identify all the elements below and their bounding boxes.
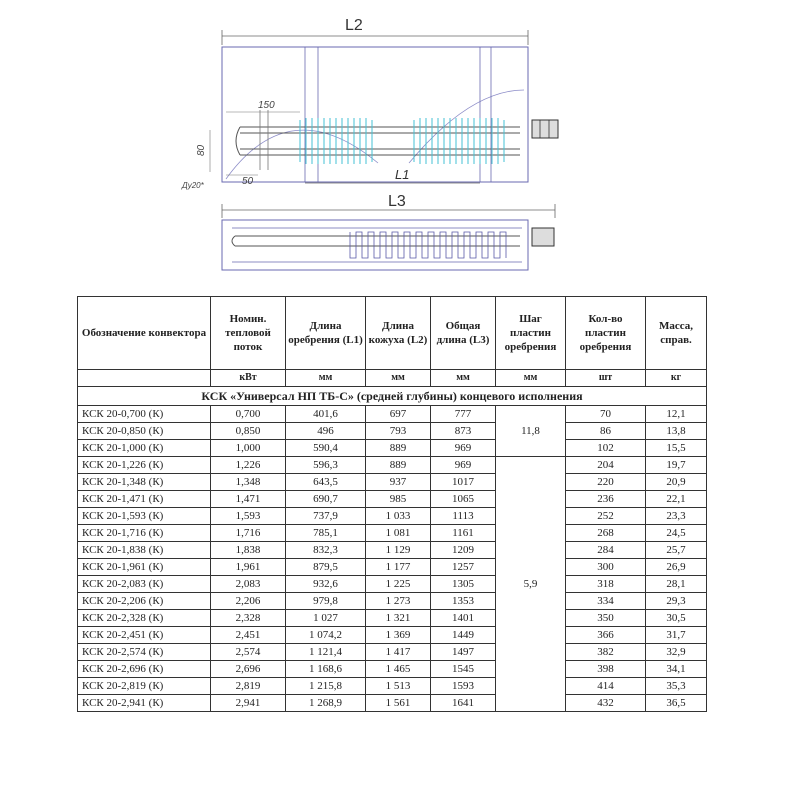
table-row <box>78 542 707 559</box>
row-l1: 785,1 <box>286 525 366 542</box>
row-l2: 1 369 <box>366 627 431 644</box>
valve-fitting <box>532 120 558 138</box>
row-mass: 23,3 <box>646 508 707 525</box>
row-power: 0,700 <box>211 406 286 423</box>
row-l1: 832,3 <box>286 542 366 559</box>
row-l2: 1 465 <box>366 661 431 678</box>
table-row <box>78 440 707 457</box>
unit-l3: мм <box>431 370 496 387</box>
row-count: 366 <box>566 627 646 644</box>
row-l3: 1017 <box>431 474 496 491</box>
spec-table <box>77 296 707 712</box>
row-count: 398 <box>566 661 646 678</box>
row-name: КСК 20-0,850 (К) <box>78 423 211 440</box>
row-count: 318 <box>566 576 646 593</box>
row-l1: 979,8 <box>286 593 366 610</box>
row-step-merged: 11,8 <box>496 406 566 457</box>
row-l1: 1 074,2 <box>286 627 366 644</box>
row-l1: 643,5 <box>286 474 366 491</box>
row-count: 414 <box>566 678 646 695</box>
table-row <box>78 627 707 644</box>
row-count: 204 <box>566 457 646 474</box>
row-l3: 969 <box>431 440 496 457</box>
row-power: 1,838 <box>211 542 286 559</box>
row-count: 70 <box>566 406 646 423</box>
row-power: 2,206 <box>211 593 286 610</box>
table-row <box>78 678 707 695</box>
dim-80-label: 80 <box>196 144 207 156</box>
row-l1: 737,9 <box>286 508 366 525</box>
row-l1: 590,4 <box>286 440 366 457</box>
row-l2: 1 225 <box>366 576 431 593</box>
row-name: КСК 20-1,838 (К) <box>78 542 211 559</box>
row-mass: 28,1 <box>646 576 707 593</box>
row-l1: 690,7 <box>286 491 366 508</box>
row-l2: 1 081 <box>366 525 431 542</box>
table-row <box>78 423 707 440</box>
unit-step: мм <box>496 370 566 387</box>
row-l2: 1 273 <box>366 593 431 610</box>
table-row <box>78 593 707 610</box>
row-mass: 24,5 <box>646 525 707 542</box>
valve-fitting-side <box>532 228 554 246</box>
table-row <box>78 695 707 712</box>
row-count: 284 <box>566 542 646 559</box>
row-power: 2,696 <box>211 661 286 678</box>
row-l2: 1 561 <box>366 695 431 712</box>
row-count: 268 <box>566 525 646 542</box>
row-count: 252 <box>566 508 646 525</box>
row-l1: 401,6 <box>286 406 366 423</box>
row-l3: 1161 <box>431 525 496 542</box>
row-l1: 1 168,6 <box>286 661 366 678</box>
row-mass: 31,7 <box>646 627 707 644</box>
row-mass: 15,5 <box>646 440 707 457</box>
col-header-designation: Обозначение конвектора <box>78 297 211 370</box>
row-l3: 1449 <box>431 627 496 644</box>
row-l3: 873 <box>431 423 496 440</box>
unit-l2: мм <box>366 370 431 387</box>
row-power: 1,961 <box>211 559 286 576</box>
row-mass: 22,1 <box>646 491 707 508</box>
col-header-power: Номин. тепловой поток <box>211 297 286 370</box>
row-count: 334 <box>566 593 646 610</box>
row-name: КСК 20-1,000 (К) <box>78 440 211 457</box>
row-name: КСК 20-2,696 (К) <box>78 661 211 678</box>
row-count: 432 <box>566 695 646 712</box>
fins-left <box>300 118 372 164</box>
row-name: КСК 20-1,471 (К) <box>78 491 211 508</box>
row-name: КСК 20-1,348 (К) <box>78 474 211 491</box>
row-l3: 777 <box>431 406 496 423</box>
col-header-l1: Длина оребрения (L1) <box>286 297 366 370</box>
row-l2: 1 417 <box>366 644 431 661</box>
row-l2: 1 513 <box>366 678 431 695</box>
table-row <box>78 525 707 542</box>
row-name: КСК 20-2,819 (К) <box>78 678 211 695</box>
row-power: 1,593 <box>211 508 286 525</box>
col-header-count: Кол-во пластин оребрения <box>566 297 646 370</box>
section-row <box>78 387 707 406</box>
row-count: 102 <box>566 440 646 457</box>
row-power: 2,819 <box>211 678 286 695</box>
row-mass: 13,8 <box>646 423 707 440</box>
row-mass: 12,1 <box>646 406 707 423</box>
row-power: 1,716 <box>211 525 286 542</box>
row-count: 350 <box>566 610 646 627</box>
row-power: 0,850 <box>211 423 286 440</box>
row-l3: 1545 <box>431 661 496 678</box>
row-mass: 19,7 <box>646 457 707 474</box>
dim-du-label: Ду20* <box>182 181 204 190</box>
row-name: КСК 20-0,700 (К) <box>78 406 211 423</box>
row-power: 2,941 <box>211 695 286 712</box>
row-mass: 35,3 <box>646 678 707 695</box>
dim-150-label: 150 <box>258 100 275 111</box>
unit-designation <box>78 370 211 387</box>
units-row <box>78 370 707 387</box>
row-power: 1,471 <box>211 491 286 508</box>
table-row <box>78 576 707 593</box>
row-power: 2,328 <box>211 610 286 627</box>
row-l3: 1353 <box>431 593 496 610</box>
table-row <box>78 508 707 525</box>
row-power: 2,451 <box>211 627 286 644</box>
row-power: 2,574 <box>211 644 286 661</box>
table-row <box>78 474 707 491</box>
row-l1: 496 <box>286 423 366 440</box>
row-l3: 1257 <box>431 559 496 576</box>
col-header-l2: Длина кожуха (L2) <box>366 297 431 370</box>
unit-power: кВт <box>211 370 286 387</box>
row-count: 382 <box>566 644 646 661</box>
row-mass: 29,3 <box>646 593 707 610</box>
section-title: КСК «Универсал НП ТБ-С» (средней глубины) концевого исполнения <box>78 387 707 406</box>
row-l2: 1 177 <box>366 559 431 576</box>
row-mass: 34,1 <box>646 661 707 678</box>
row-power: 1,226 <box>211 457 286 474</box>
table-row <box>78 644 707 661</box>
row-l1: 596,3 <box>286 457 366 474</box>
row-mass: 26,9 <box>646 559 707 576</box>
row-l3: 969 <box>431 457 496 474</box>
row-l2: 1 321 <box>366 610 431 627</box>
table-row <box>78 406 707 423</box>
row-l2: 697 <box>366 406 431 423</box>
row-mass: 36,5 <box>646 695 707 712</box>
row-name: КСК 20-2,328 (К) <box>78 610 211 627</box>
row-name: КСК 20-2,451 (К) <box>78 627 211 644</box>
row-mass: 32,9 <box>646 644 707 661</box>
row-name: КСК 20-2,574 (К) <box>78 644 211 661</box>
row-l1: 1 027 <box>286 610 366 627</box>
row-mass: 30,5 <box>646 610 707 627</box>
spec-table-wrap <box>77 296 706 712</box>
row-power: 1,000 <box>211 440 286 457</box>
row-l3: 1209 <box>431 542 496 559</box>
row-l3: 1305 <box>431 576 496 593</box>
row-l1: 879,5 <box>286 559 366 576</box>
row-l3: 1497 <box>431 644 496 661</box>
col-header-mass: Масса, справ. <box>646 297 707 370</box>
row-name: КСК 20-2,941 (К) <box>78 695 211 712</box>
row-mass: 20,9 <box>646 474 707 491</box>
row-l3: 1593 <box>431 678 496 695</box>
convector-schematic <box>0 0 800 296</box>
row-l2: 1 129 <box>366 542 431 559</box>
row-l1: 1 121,4 <box>286 644 366 661</box>
row-name: КСК 20-1,593 (К) <box>78 508 211 525</box>
fins-right <box>414 118 504 164</box>
row-name: КСК 20-1,716 (К) <box>78 525 211 542</box>
row-name: КСК 20-2,206 (К) <box>78 593 211 610</box>
unit-l1: мм <box>286 370 366 387</box>
row-step-merged: 5,9 <box>496 457 566 712</box>
dim-50-label: 50 <box>242 176 254 187</box>
row-power: 2,083 <box>211 576 286 593</box>
row-l2: 1 033 <box>366 508 431 525</box>
row-l2: 793 <box>366 423 431 440</box>
table-row <box>78 457 707 474</box>
row-l3: 1401 <box>431 610 496 627</box>
col-header-step: Шаг пластин оребрения <box>496 297 566 370</box>
row-l3: 1113 <box>431 508 496 525</box>
row-count: 86 <box>566 423 646 440</box>
heating-tubes <box>240 127 520 155</box>
row-power: 1,348 <box>211 474 286 491</box>
header-row <box>78 297 707 370</box>
row-l2: 889 <box>366 457 431 474</box>
row-l3: 1065 <box>431 491 496 508</box>
row-count: 236 <box>566 491 646 508</box>
unit-count: шт <box>566 370 646 387</box>
row-l2: 889 <box>366 440 431 457</box>
row-l3: 1641 <box>431 695 496 712</box>
l2-label: L2 <box>345 17 363 34</box>
row-l1: 1 215,8 <box>286 678 366 695</box>
row-l1: 1 268,9 <box>286 695 366 712</box>
table-row <box>78 610 707 627</box>
col-header-l3: Общая длина (L3) <box>431 297 496 370</box>
unit-mass: кг <box>646 370 707 387</box>
row-name: КСК 20-2,083 (К) <box>78 576 211 593</box>
convector-drawing <box>0 0 800 296</box>
row-l2: 985 <box>366 491 431 508</box>
l1-label: L1 <box>395 167 410 182</box>
row-mass: 25,7 <box>646 542 707 559</box>
row-name: КСК 20-1,961 (К) <box>78 559 211 576</box>
table-row <box>78 661 707 678</box>
table-row <box>78 559 707 576</box>
row-count: 220 <box>566 474 646 491</box>
row-l2: 937 <box>366 474 431 491</box>
l3-label: L3 <box>388 193 406 210</box>
row-name: КСК 20-1,226 (К) <box>78 457 211 474</box>
table-row <box>78 491 707 508</box>
row-l1: 932,6 <box>286 576 366 593</box>
row-count: 300 <box>566 559 646 576</box>
